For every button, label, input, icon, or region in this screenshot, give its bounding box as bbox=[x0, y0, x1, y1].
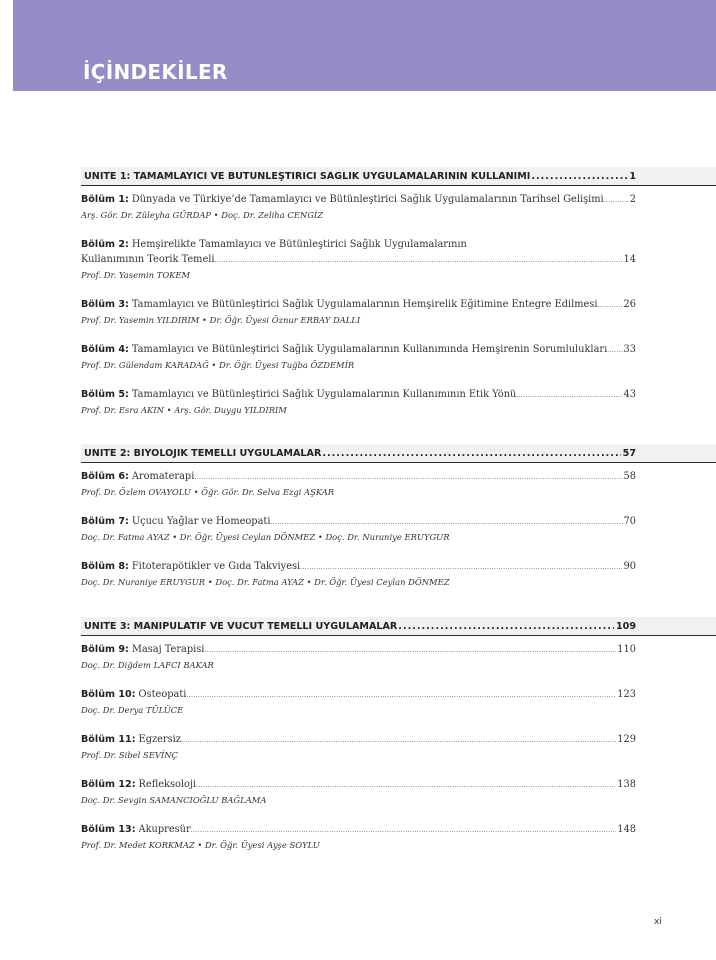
unit-section bbox=[81, 167, 716, 417]
unit-section bbox=[81, 444, 716, 589]
unit-page: 57 bbox=[622, 447, 636, 459]
chapter-authors: Prof. Dr. Gülendam KARADAĞ • Dr. Öğr. Üyesi Tuğba ÖZDEMİR bbox=[81, 360, 355, 370]
chapter-label: Bölüm 10: bbox=[81, 689, 136, 700]
leader-dots bbox=[531, 171, 627, 182]
chapter-entry[interactable] bbox=[81, 387, 636, 417]
chapter-entry[interactable] bbox=[81, 642, 636, 672]
leader-dots bbox=[598, 298, 623, 313]
chapter-label: Bölüm 7: bbox=[81, 516, 129, 527]
chapter-entry[interactable] bbox=[81, 297, 636, 327]
chapter-page: 148 bbox=[617, 824, 636, 835]
unit-section bbox=[81, 617, 716, 852]
chapter-entry[interactable] bbox=[81, 559, 636, 589]
chapter-label: Bölüm 11: bbox=[81, 734, 136, 745]
chapter-authors: Prof. Dr. Yasemin TOKEM bbox=[81, 270, 191, 280]
chapter-title: Akupresür bbox=[138, 824, 191, 835]
page-number: xi bbox=[654, 917, 662, 927]
leader-dots bbox=[204, 643, 616, 658]
chapter-page: 2 bbox=[629, 194, 636, 205]
chapter-page: 26 bbox=[623, 299, 636, 310]
chapter-entry[interactable] bbox=[81, 342, 636, 372]
chapter-page: 123 bbox=[617, 689, 636, 700]
unit-heading[interactable] bbox=[81, 167, 716, 186]
unit-title: ÜNİTE 3: MANİPÜLATİF VE VÜCUT TEMELLİ UYGULAMALAR bbox=[84, 620, 398, 632]
chapter-authors: Doç. Dr. Derya TÜLÜCE bbox=[81, 705, 184, 715]
unit-page: 1 bbox=[629, 170, 636, 182]
chapter-authors: Doç. Dr. Fatma AYAZ • Dr. Öğr. Üyesi Ceylan DÖNMEZ • Doç. Dr. Nuraniye ERUYGUR bbox=[81, 532, 450, 542]
chapter-entry[interactable] bbox=[81, 469, 636, 499]
leader-dots bbox=[607, 343, 622, 358]
chapter-authors: Prof. Dr. Özlem OVAYOLU • Öğr. Gör. Dr. Selva Ezgi AŞKAR bbox=[81, 487, 335, 497]
chapter-authors: Prof. Dr. Esra AKIN • Arş. Gör. Duygu YILDIRIM bbox=[81, 405, 287, 415]
chapter-entry[interactable] bbox=[81, 687, 636, 717]
unit-title: ÜNİTE 2: BİYOLOJİK TEMELLİ UYGULAMALAR bbox=[84, 447, 322, 459]
chapter-label: Bölüm 9: bbox=[81, 644, 129, 655]
leader-dots bbox=[181, 733, 616, 748]
leader-dots bbox=[194, 470, 622, 485]
chapter-title: Masaj Terapisi bbox=[131, 644, 205, 655]
chapter-page: 138 bbox=[617, 779, 636, 790]
chapter-title: Dünyada ve Türkiye’de Tamamlayıcı ve Bütünleştirici Sağlık Uygulamalarının Tarihsel Gelişimi bbox=[131, 194, 604, 205]
chapter-authors: Prof. Dr. Sibel SEVİNÇ bbox=[81, 750, 178, 760]
unit-heading[interactable] bbox=[81, 617, 716, 636]
chapter-title: Aromaterapi bbox=[131, 471, 195, 482]
chapter-page: 110 bbox=[617, 644, 636, 655]
chapter-title-continued: Kullanımının Teorik Temeli bbox=[81, 254, 215, 265]
chapter-page: 43 bbox=[623, 389, 636, 400]
chapter-entry[interactable] bbox=[81, 192, 636, 222]
leader-dots bbox=[322, 448, 620, 459]
chapter-title: Hemşirelikte Tamamlayıcı ve Bütünleştirici Sağlık Uygulamalarının bbox=[131, 239, 467, 250]
leader-dots bbox=[196, 778, 616, 793]
chapter-authors: Prof. Dr. Yasemin YILDIRIM • Dr. Öğr. Üyesi Öznur ERBAY DALLI bbox=[81, 315, 361, 325]
page-title: İÇİNDEKİLER bbox=[83, 60, 228, 84]
chapter-page: 129 bbox=[617, 734, 636, 745]
chapter-title: Tamamlayıcı ve Bütünleştirici Sağlık Uygulamalarının Kullanımının Etik Yönü bbox=[131, 389, 517, 400]
chapter-label: Bölüm 6: bbox=[81, 471, 129, 482]
chapter-label: Bölüm 12: bbox=[81, 779, 136, 790]
chapter-page: 14 bbox=[623, 254, 636, 265]
chapter-label: Bölüm 8: bbox=[81, 561, 129, 572]
chapter-label: Bölüm 1: bbox=[81, 194, 129, 205]
chapter-label: Bölüm 3: bbox=[81, 299, 129, 310]
chapter-title: Fitoterapötikler ve Gıda Takviyesi bbox=[131, 561, 301, 572]
leader-dots bbox=[191, 823, 617, 838]
leader-dots bbox=[398, 621, 614, 632]
leader-dots bbox=[604, 193, 629, 208]
chapter-label: Bölüm 5: bbox=[81, 389, 129, 400]
chapter-authors: Prof. Dr. Medet KORKMAZ • Dr. Öğr. Üyesi Ayşe SOYLU bbox=[81, 840, 320, 850]
chapter-entry[interactable] bbox=[81, 237, 636, 282]
leader-dots bbox=[215, 253, 623, 268]
chapter-page: 90 bbox=[623, 561, 636, 572]
chapter-entry[interactable] bbox=[81, 822, 636, 852]
leader-dots bbox=[186, 688, 616, 703]
chapter-title: Uçucu Yağlar ve Homeopati bbox=[131, 516, 271, 527]
chapter-title: Tamamlayıcı ve Bütünleştirici Sağlık Uygulamalarının Hemşirelik Eğitimine Entegre Edilmesi bbox=[131, 299, 598, 310]
chapter-label: Bölüm 13: bbox=[81, 824, 136, 835]
chapter-authors: Doç. Dr. Sevgin SAMANCIOĞLU BAĞLAMA bbox=[81, 795, 267, 805]
leader-dots bbox=[300, 560, 622, 575]
chapter-label: Bölüm 2: bbox=[81, 239, 129, 250]
leader-dots bbox=[516, 388, 622, 403]
unit-heading[interactable] bbox=[81, 444, 716, 463]
leader-dots bbox=[271, 515, 623, 530]
chapter-entry[interactable] bbox=[81, 514, 636, 544]
chapter-page: 70 bbox=[623, 516, 636, 527]
unit-title: ÜNİTE 1: TAMAMLAYICI VE BÜTÜNLEŞTİRİCİ SAĞLIK UYGULAMALARININ KULLANIMI bbox=[84, 170, 531, 182]
chapter-title: Egzersiz bbox=[138, 734, 181, 745]
chapter-title: Tamamlayıcı ve Bütünleştirici Sağlık Uygulamalarının Kullanımında Hemşirenin Sorumlulukları bbox=[131, 344, 608, 355]
chapter-title: Refleksoloji bbox=[138, 779, 197, 790]
unit-page: 109 bbox=[615, 620, 636, 632]
chapter-title: Osteopati bbox=[138, 689, 187, 700]
chapter-authors: Doç. Dr. Nuraniye ERUYGUR • Doç. Dr. Fatma AYAZ • Dr. Öğr. Üyesi Ceylan DÖNMEZ bbox=[81, 577, 450, 587]
chapter-authors: Doç. Dr. Diğdem LAFCI BAKAR bbox=[81, 660, 214, 670]
chapter-page: 33 bbox=[623, 344, 636, 355]
chapter-entry[interactable] bbox=[81, 732, 636, 762]
chapter-page: 58 bbox=[623, 471, 636, 482]
chapter-label: Bölüm 4: bbox=[81, 344, 129, 355]
chapter-entry[interactable] bbox=[81, 777, 636, 807]
table-of-contents bbox=[81, 167, 716, 852]
chapter-authors: Arş. Gör. Dr. Züleyha GÜRDAP • Doç. Dr. Zeliha CENGİZ bbox=[81, 210, 324, 220]
